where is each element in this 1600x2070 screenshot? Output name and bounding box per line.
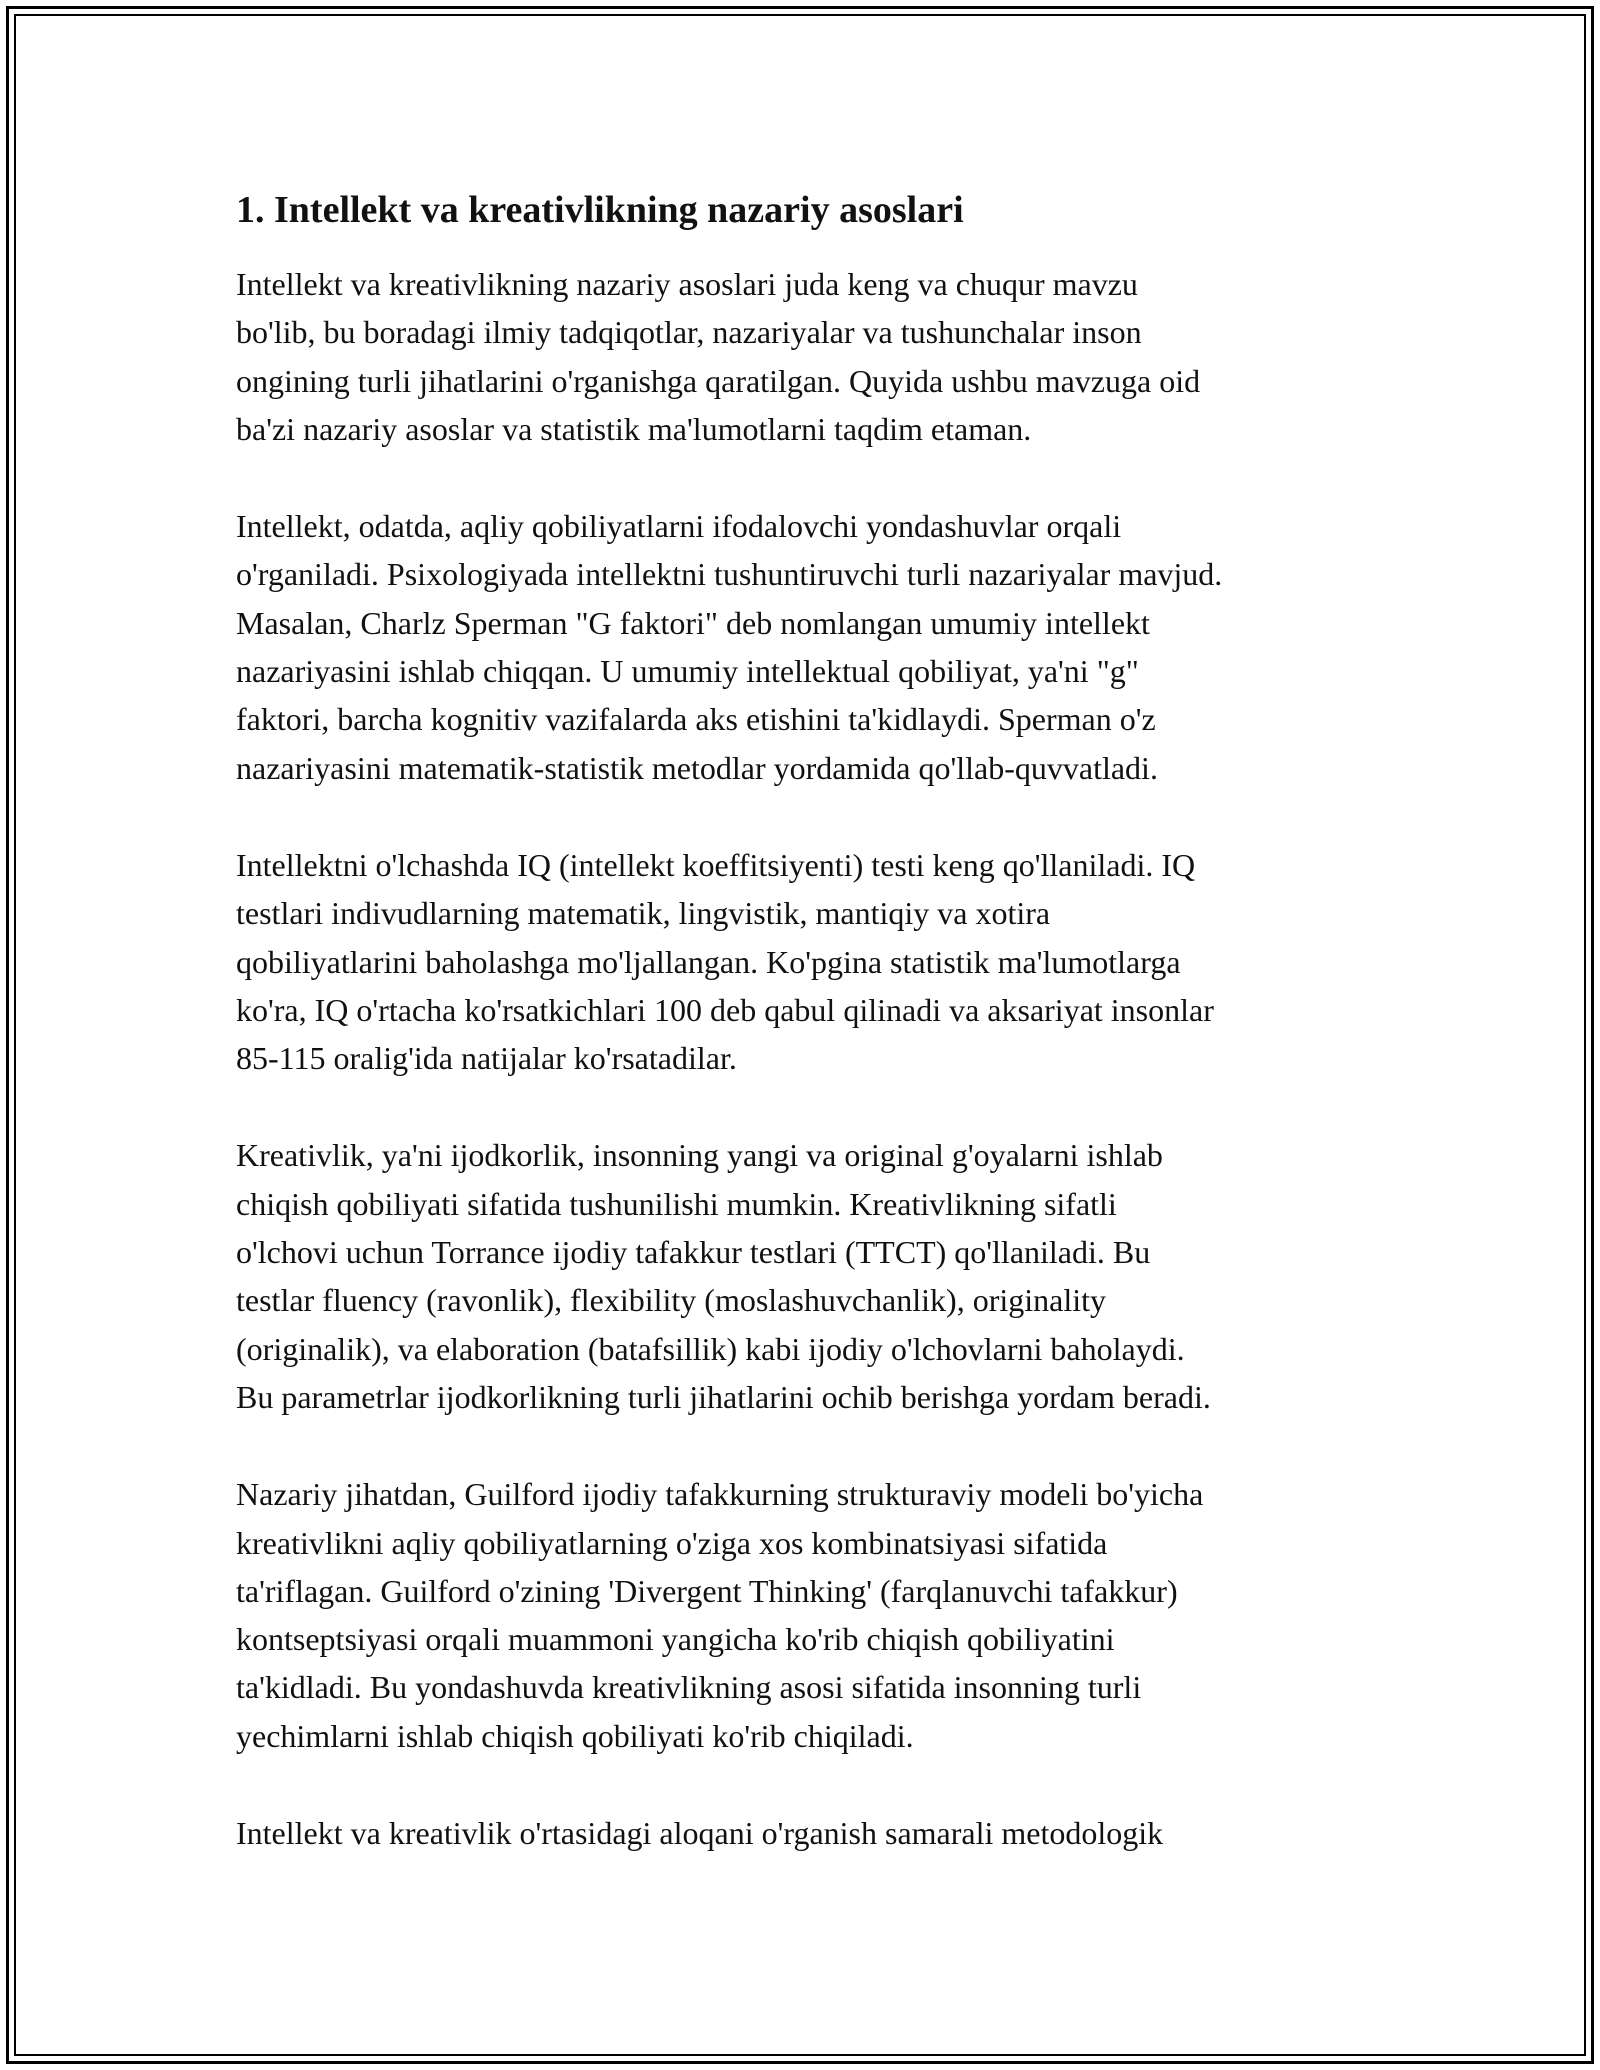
text-line: testlar fluency (ravonlik), flexibility (moslashuvchanlik), originality: [236, 1282, 1106, 1319]
text-line: Bu parametrlar ijodkorlikning turli jihatlarini ochib berishga yordam beradi.: [236, 1378, 1211, 1415]
text-line: (originalik), va elaboration (batafsillik) kabi ijodiy o'lchovlarni baholaydi.: [236, 1330, 1185, 1367]
paragraph-3: [236, 841, 1396, 1082]
text-line: qobiliyatlarini baholashga mo'ljallangan. Ko'pgina statistik ma'lumotlarga: [236, 943, 1181, 980]
text-line: kreativlikni aqliy qobiliyatlarning o'ziga xos kombinatsiyasi sifatida: [236, 1524, 1108, 1561]
text-line: 85-115 oralig'ida natijalar ko'rsatadilar.: [236, 1040, 737, 1077]
text-line: o'lchovi uchun Torrance ijodiy tafakkur testlari (TTCT) qo'llaniladi. Bu: [236, 1234, 1151, 1271]
text-line: Intellekt va kreativlik o'rtasidagi aloqani o'rganish samarali metodologik: [236, 1815, 1164, 1852]
text-line: nazariyasini ishlab chiqqan. U umumiy intellektual qobiliyat, ya'ni "g": [236, 653, 1139, 690]
text-line: ko'ra, IQ o'rtacha ko'rsatkichlari 100 deb qabul qilinadi va aksariyat insonlar: [236, 991, 1214, 1028]
paragraph-5: [236, 1470, 1396, 1760]
paragraph-4: [236, 1131, 1396, 1421]
text-line: yechimlarni ishlab chiqish qobiliyati ko'rib chiqiladi.: [236, 1717, 914, 1754]
text-line: bo'lib, bu boradagi ilmiy tadqiqotlar, nazariyalar va tushunchalar inson: [236, 314, 1142, 351]
text-line: nazariyasini matematik-statistik metodlar yordamida qo'llab-quvvatladi.: [236, 749, 1158, 786]
text-line: faktori, barcha kognitiv vazifalarda aks etishini ta'kidlaydi. Sperman o'z: [236, 701, 1156, 738]
text-line: ba'zi nazariy asoslar va statistik ma'lumotlarni taqdim etaman.: [236, 410, 1032, 447]
text-line: chiqish qobiliyati sifatida tushunilishi mumkin. Kreativlikning sifatli: [236, 1185, 1117, 1222]
text-line: Masalan, Charlz Sperman "G faktori" deb nomlangan umumiy intellekt: [236, 604, 1150, 641]
paragraph-1: [236, 260, 1396, 453]
text-line: ta'riflagan. Guilford o'zining 'Divergent Thinking' (farqlanuvchi tafakkur): [236, 1572, 1178, 1609]
text-line: ta'kidladi. Bu yondashuvda kreativlikning asosi sifatida insonning turli: [236, 1669, 1142, 1706]
paragraph-2: [236, 502, 1396, 792]
text-line: Intellektni o'lchashda IQ (intellekt koeffitsiyenti) testi keng qo'llaniladi. IQ: [236, 846, 1196, 883]
text-line: Intellekt, odatda, aqliy qobiliyatlarni ifodalovchi yondashuvlar orqali: [236, 508, 1122, 545]
text-line: ongining turli jihatlarini o'rganishga qaratilgan. Quyida ushbu mavzuga oid: [236, 362, 1201, 399]
text-line: o'rganiladi. Psixologiyada intellektni tushuntiruvchi turli nazariyalar mavjud.: [236, 556, 1223, 593]
text-line: Nazariy jihatdan, Guilford ijodiy tafakkurning strukturaviy modeli bo'yicha: [236, 1476, 1204, 1513]
text-line: testlari indivudlarning matematik, lingvistik, mantiqiy va xotira: [236, 895, 1051, 932]
section-heading: 1. Intellekt va kreativlikning nazariy asoslari: [236, 189, 964, 231]
text-line: Kreativlik, ya'ni ijodkorlik, insonning yangi va original g'oyalarni ishlab: [236, 1137, 1163, 1174]
document-body: [236, 186, 1396, 1906]
paragraph-6: [236, 1809, 1396, 1857]
text-line: Intellekt va kreativlikning nazariy asoslari juda keng va chuqur mavzu: [236, 266, 1138, 302]
text-line: kontseptsiyasi orqali muammoni yangicha ko'rib chiqish qobiliyatini: [236, 1621, 1115, 1658]
